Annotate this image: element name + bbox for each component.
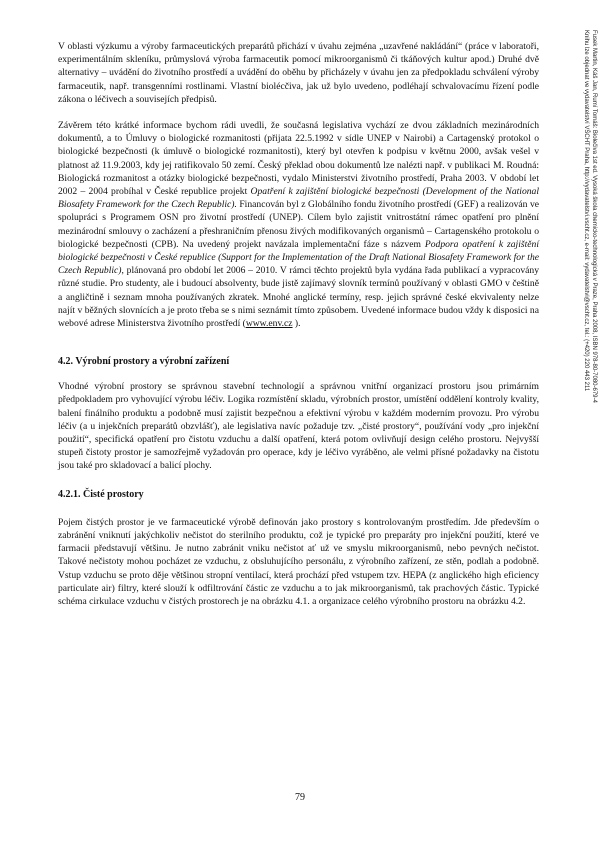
page-body — [58, 40, 539, 608]
side-note-order-info: Knihu lze objednat ve vydavatelství VŠCHT Praha, http://vydavatelstvi.vscht.cz, e-mail: vydavatelstvi@vscht.cz, tel.: (+420) 220 443 211 — [583, 30, 589, 392]
legislation-text-f: ). — [292, 318, 301, 330]
paragraph-intro: V oblasti výzkumu a výroby farmaceutických preparátů přichází v úvahu zejména „uzavřené nakládání“ (práce v laboratoři, experimentálním skleníku, průmyslová výroba farmaceutik pomocí mikroorganismů či tkáňových kultur apod.) Druhé dvě alternativy – uvádění do životního prostředí a uvádění do oběhu by přicházely v úvahu jen za předpokladu schválení výroby farmaceutik, např. transgenními rostlinami. Vlastní biolécčiva, jak už bylo uvedeno, podléhají schvalovacímu řízení podle zákona o léčivech a souvisejích předpisů. — [58, 41, 539, 105]
paragraph-legislation — [58, 119, 539, 330]
paragraph-clean-rooms: Pojem čistých prostor je ve farmaceutické výrobě definován jako prostory s kontrolovaným prostředím. Jde především o zabránění vniknutí jakýchkoliv nečistot do sterilního produktu, což je typické pro preparáty pro injekční použití, které ve farmacii představují většinu. Je nutno zabránit vniku nečistot ať už ve smyslu mikroorganismů, nebo pevných nečistot. Takové nečistoty mohou pocházet ze vzduchu, z obsluhujícího personálu, z výrobního zařízení, ze stěn, podlah a podobně. Vstup vzduchu se proto děje většinou stropní ventilací, která prochází před vstupem tzv. HEPA (z anglického high eficiency particulate air) filtry, které slouží k odfiltrování částic ze vzduchu a to jak mikroorganismů, tak prachových částic. Typické schéma cirkulace vzduchu v čistých prostorech je na obrázku 4.1. a organizace celého výrobního prostoru na obrázku 4.2. — [58, 516, 539, 607]
side-note-citation: Fusek Martin, Káš Jan, Rumí Tomáš: Biolečiva 1st ed. Vysoká škola chemicko-technologická v Praze, Praha 2008, ISBN 978-80-7080-679-4 — [591, 30, 597, 403]
section-heading-4-2-1: 4.2.1. Čisté prostory — [58, 488, 144, 500]
paragraph-production-spaces: Vhodné výrobní prostory se správnou stavební technologií a správnou vnitřní organizací prostoru jsou primárním předpokladem pro vyhovující výrobu léčiv. Logika rozmístění skladu, výrobních prostor, umístění oddělení kontroly kvality, balení finálního produktu a podobně musí zajistit bezpečnou a efektivní výrobu v každém moderním provozu. Pro výrobu léčiv (a u injekčních preparátů obzvlášť), ale legislativa navíc požaduje tzv. „čisté prostory“, používání vody „pro injekční použití“, specifická opatření pro čistotu vzduchu a další opatření, která potom ovlivňují design celého prostoru. Nejvyšší stupeň čistoty prostor je samozřejmě vyžadován pro operace, kdy je léčivo vyráběno, ale velmi přísné požadavky na čistotu jsou také pro skladovací a balicí plochy. — [58, 381, 539, 472]
project-title-2: Podpora opatření k zajištění biologické bezpečnosti v České republice (Support for the Implementation of the Draft National Biosafety Framework for the Czech Republic) — [58, 238, 539, 277]
legislation-text-a: Závěrem této krátké informace bychom rádi uvedli, že současná legislativa vychází ze dvou základních mezinárodních dokumentů, a to Úmluvy o biologické rozmanitosti (přijata 22.5.1992 v sídle UNEP v Nairobi) a Cartagenský protokol o biologické bezpečnosti (k úmluvě o biologické rozmanitosti), který byl otevřen k podpisu v květnu 2000, avšak vešel v platnost až 11.9.2003, kdy jej ratifikovalo 50 zemí. Český překlad obou dokumentů lze nalézti např. v publikaci M. Roudná: Biologická rozmanitost a otázky biologické bezpečnosti, vydalo Ministerstvi životního prostředí, Praha 2003. V období let 2002 – 2004 probíhal v České republice projekt — [58, 120, 539, 198]
legislation-text-c: Financován byl z Globálního fondu životního prostředí (GEF) a realizován ve spolupráci s Programem OSN pro životní prostředí (UNEP). Cílem bylo zajistit vnitrostátní rámec opatření pro plnění mezinárodní smlouvy o zacházení a přeshraničním přenosu živých modifikovaných organismů – Cartagenského protokolu o biologické bezpečnosti (CPB). Na uvedený projekt navázala implementační fáze s názvem — [58, 199, 539, 250]
project-title-1: Opatření k zajištění biologické bezpečnosti (Development of the National Biosafety Framework for the Czech Republic). — [58, 186, 539, 211]
side-note — [568, 30, 600, 630]
section-heading-4-2: 4.2. Výrobní prostory a výrobní zařízení — [58, 356, 230, 368]
page-number: 79 — [295, 792, 305, 803]
env-link[interactable]: www.env.cz — [245, 318, 293, 330]
legislation-text-e: , plánovaná pro období let 2006 – 2010. V rámci těchto projektů byla vydána řada publikací a vypracovány různé studie. Pro studenty, ale i budoucí absolventy, bude jistě zajímavý slovník termínů používaný v oblasti GMO v češtině a angličtině i seznam mnoha používaných zkratek. Mnohé anglické termíny, resp. jejich správné české ekvivalenty nelze najít v běžných slovnících a je proto třeba se s nimi seznámit tímto způsobem. Uvedené informace budou vždy k disposici na webové adrese Ministerstva životního prostředí ( — [58, 265, 540, 330]
